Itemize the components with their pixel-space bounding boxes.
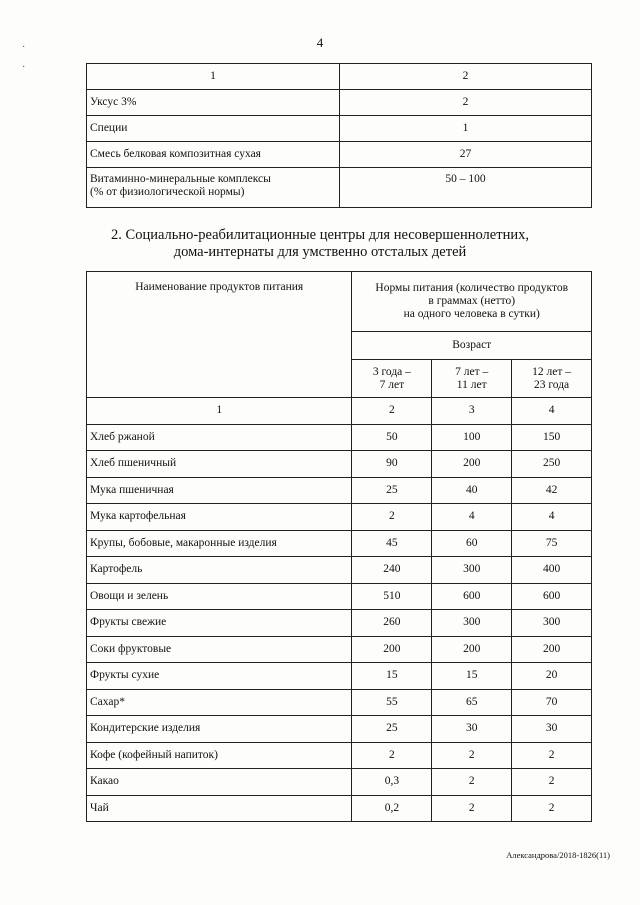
product-name: Какао (87, 769, 352, 796)
table-row (87, 610, 592, 637)
product-name: Соки фруктовые (87, 636, 352, 663)
norm-value: 20 (512, 663, 592, 690)
table-row (87, 769, 592, 796)
norms-header-line: в граммах (нетто) (428, 295, 516, 307)
norm-value: 4 (512, 504, 592, 531)
age-group (432, 360, 512, 398)
product-name: Картофель (87, 557, 352, 584)
table-body (87, 424, 592, 822)
table-row (87, 716, 592, 743)
norm-value: 200 (432, 451, 512, 478)
norm-value: 300 (432, 610, 512, 637)
norm-value: 510 (352, 583, 432, 610)
section-heading-line: дома-интернаты для умственно отсталых детей (173, 244, 467, 260)
document-footer: Александрова/2018-1826(11) (506, 850, 610, 860)
product-name: Сахар* (87, 689, 352, 716)
nutrition-norms-table (86, 271, 592, 822)
section-heading-line: 2. Социально-реабилитационные центры для несовершеннолетних, (111, 227, 529, 243)
column-number: 2 (352, 398, 432, 425)
column-number: 3 (432, 398, 512, 425)
norm-value: 15 (352, 663, 432, 690)
product-name: Уксус 3% (87, 90, 340, 116)
product-name: Хлеб пшеничный (87, 451, 352, 478)
age-group-line: 12 лет – (532, 365, 571, 378)
age-group (352, 360, 432, 398)
age-group-line: 7 лет (379, 378, 405, 391)
table-header-row (87, 64, 592, 90)
product-name: Овощи и зелень (87, 583, 352, 610)
age-group-line: 23 года (533, 378, 570, 391)
numbering-row (87, 398, 592, 425)
norm-value: 240 (352, 557, 432, 584)
norm-value: 25 (352, 477, 432, 504)
column-number: 2 (340, 64, 592, 90)
norm-value: 30 (432, 716, 512, 743)
norm-value: 15 (432, 663, 512, 690)
norm-value: 40 (432, 477, 512, 504)
product-name: Хлеб ржаной (87, 424, 352, 451)
norms-header-line: Нормы питания (количество продуктов (375, 282, 569, 294)
table-row (87, 689, 592, 716)
column-number: 4 (512, 398, 592, 425)
norm-value: 260 (352, 610, 432, 637)
table-row (87, 142, 592, 168)
product-name: Мука картофельная (87, 504, 352, 531)
norm-value: 0,2 (352, 795, 432, 822)
table-header-row (87, 272, 592, 332)
age-group-line: 3 года – (372, 365, 411, 378)
product-name: Фрукты свежие (87, 610, 352, 637)
norm-value: 2 (512, 795, 592, 822)
norm-value: 300 (512, 610, 592, 637)
product-name: Фрукты сухие (87, 663, 352, 690)
norm-value: 45 (352, 530, 432, 557)
table-continuation (86, 63, 592, 208)
norm-value: 70 (512, 689, 592, 716)
norm-value: 65 (432, 689, 512, 716)
age-header: Возраст (352, 332, 592, 360)
norm-value: 90 (352, 451, 432, 478)
product-name: Мука пшеничная (87, 477, 352, 504)
table-row (87, 636, 592, 663)
table-row (87, 168, 592, 208)
product-name-line: Витаминно-минеральные комплексы (90, 173, 271, 185)
norm-value: 200 (432, 636, 512, 663)
norm-value: 42 (512, 477, 592, 504)
product-value: 1 (340, 116, 592, 142)
product-value: 50 – 100 (340, 168, 592, 208)
norm-value: 400 (512, 557, 592, 584)
table-row (87, 557, 592, 584)
norms-header-line: на одного человека в сутки) (403, 308, 540, 320)
norm-value: 50 (352, 424, 432, 451)
product-column-header: Наименование продуктов питания (87, 272, 352, 398)
norm-value: 200 (352, 636, 432, 663)
product-name: Смесь белковая композитная сухая (87, 142, 340, 168)
table-row (87, 530, 592, 557)
product-name: Крупы, бобовые, макаронные изделия (87, 530, 352, 557)
table-row (87, 90, 592, 116)
product-name: Кондитерские изделия (87, 716, 352, 743)
norm-value: 300 (432, 557, 512, 584)
norm-value: 30 (512, 716, 592, 743)
table-row (87, 451, 592, 478)
age-group-line: 7 лет – (455, 365, 489, 378)
product-name-line: (% от физиологической нормы) (90, 186, 245, 198)
table-row (87, 742, 592, 769)
norm-value: 2 (352, 504, 432, 531)
norm-value: 150 (512, 424, 592, 451)
table-row (87, 477, 592, 504)
age-group (512, 360, 592, 398)
product-name: Чай (87, 795, 352, 822)
table-row (87, 663, 592, 690)
product-name: Кофе (кофейный напиток) (87, 742, 352, 769)
age-group-line: 11 лет (456, 378, 487, 391)
norm-value: 0,3 (352, 769, 432, 796)
product-value: 27 (340, 142, 592, 168)
norm-value: 75 (512, 530, 592, 557)
table-row (87, 116, 592, 142)
table-row (87, 583, 592, 610)
column-number: 1 (87, 64, 340, 90)
column-number: 1 (87, 398, 352, 425)
norm-value: 2 (432, 769, 512, 796)
section-heading (0, 227, 640, 261)
page-number: 4 (316, 35, 324, 50)
table-row (87, 504, 592, 531)
norm-value: 2 (352, 742, 432, 769)
norm-value: 200 (512, 636, 592, 663)
norm-value: 2 (512, 742, 592, 769)
norm-value: 25 (352, 716, 432, 743)
norm-value: 60 (432, 530, 512, 557)
product-name (87, 168, 340, 208)
product-name: Специи (87, 116, 340, 142)
norm-value: 250 (512, 451, 592, 478)
norm-value: 2 (432, 795, 512, 822)
norm-value: 4 (432, 504, 512, 531)
norm-value: 2 (512, 769, 592, 796)
norm-value: 2 (432, 742, 512, 769)
norm-value: 100 (432, 424, 512, 451)
norm-value: 600 (432, 583, 512, 610)
norms-header (352, 272, 592, 332)
table-row (87, 795, 592, 822)
product-value: 2 (340, 90, 592, 116)
scan-speck: · (22, 62, 26, 73)
norm-value: 55 (352, 689, 432, 716)
table-row (87, 424, 592, 451)
scan-speck: · (22, 42, 26, 53)
norm-value: 600 (512, 583, 592, 610)
